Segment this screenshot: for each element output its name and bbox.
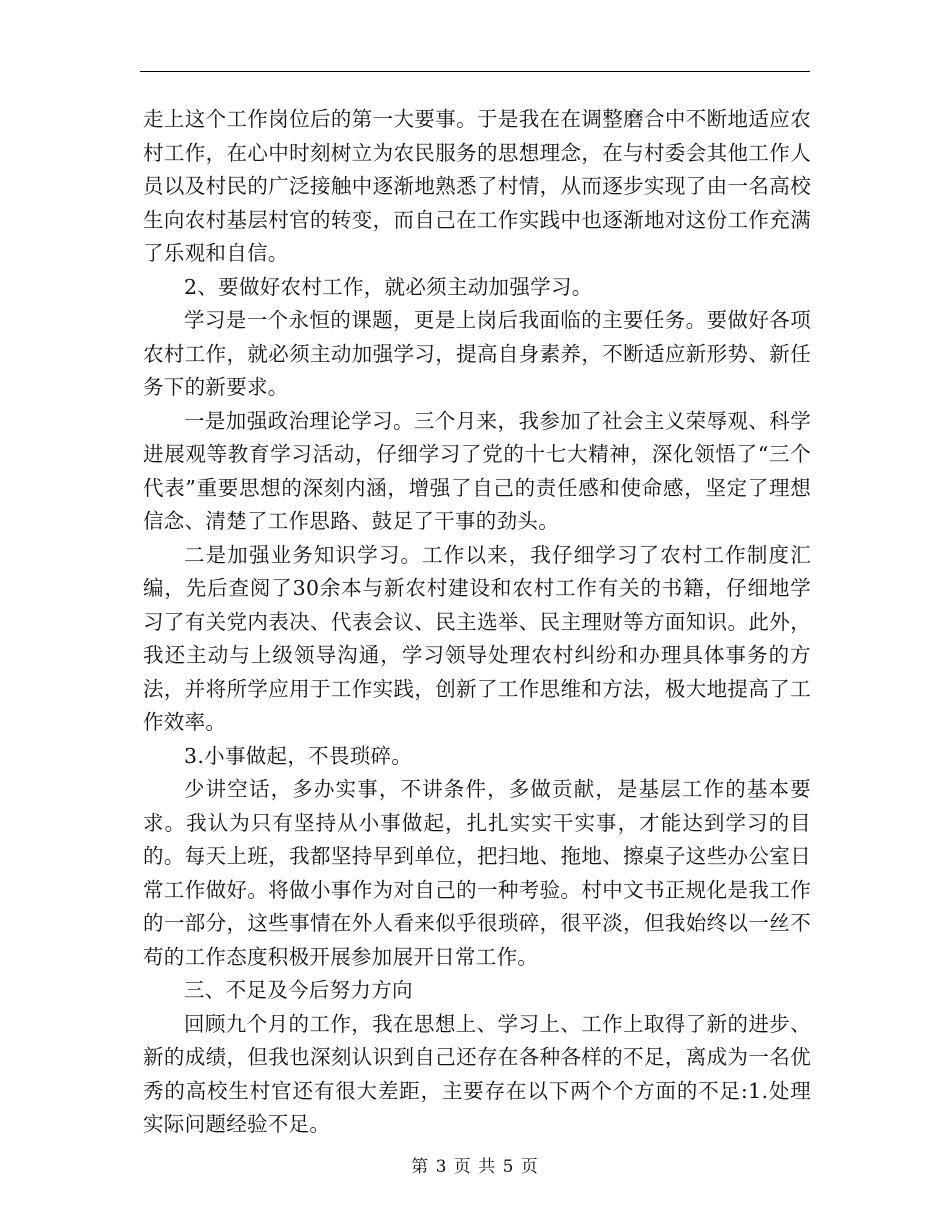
- heading-3-small-things: 3.小事做起，不畏琐碎。: [184, 743, 413, 768]
- paragraph-5: 二是加强业务知识学习。工作以来，我仔细学习了农村工作制度汇编，先后查阅了30余本与新农村建设和农村工作有关的书籍，仔细地学习了有关党内表决、代表会议、民主选举、民主理财等方面知识。此外，我还主动与上级领导沟通，学习领导处理农村纠纷和办理具体事务的方法，并将所学应用于工作实践，创新了工作思维和方法，极大地提高了工作效率。: [143, 542, 811, 734]
- paragraph-1: 走上这个工作岗位后的第一大要事。于是我在在调整磨合中不断地适应农村工作，在心中时刻树立为农民服务的思想理念，在与村委会其他工作人员以及村民的广泛接触中逐渐地熟悉了村情，从而逐步实现了由一名高校生向农村基层村官的转变，而自己在工作实践中也逐渐地对这份工作充满了乐观和自信。: [143, 107, 811, 265]
- paragraph-4: 一是加强政治理论学习。三个月来，我参加了社会主义荣辱观、科学进展观等教育学习活动，仔细学习了党的十七大精神，深化领悟了“三个代表”重要思想的深刻内涵，增强了自己的责任感和使命感，坚定了理想信念、清楚了工作思路、鼓足了干事的劲头。: [143, 408, 811, 533]
- page-number-footer: 第 3 页 共 5 页: [411, 1157, 539, 1177]
- heading-2-study: 2、要做好农村工作，就必须主动加强学习。: [184, 274, 593, 299]
- paragraph-7: 少讲空话，多办实事，不讲条件，多做贡献，是基层工作的基本要求。我认为只有坚持从小事做起，扎扎实实干实事，才能达到学习的目的。每天上班，我都坚持早到单位，把扫地、拖地、擦桌子这些办公室日常工作做好。将做小事作为对自己的一种考验。村中文书正规化是我工作的一部分，这些事情在外人看来似乎很琐碎，很平淡，但我始终以一丝不苟的工作态度积极开展参加展开日常工作。: [143, 777, 811, 969]
- paragraph-3: 学习是一个永恒的课题，更是上岗后我面临的主要任务。要做好各项农村工作，就必须主动加强学习，提高自身素养，不断适应新形势、新任务下的新要求。: [143, 308, 811, 399]
- body-text: [143, 103, 811, 1142]
- heading-shortcomings: 三、不足及今后努力方向: [184, 978, 413, 1002]
- header-rule: [140, 71, 810, 72]
- paragraph-9: 回顾九个月的工作，我在思想上、学习上、工作上取得了新的进步、新的成绩，但我也深刻认识到自己还存在各种各样的不足，离成为一名优秀的高校生村官还有很大差距，主要存在以下两个个方面的不足:1.处理实际问题经验不足。: [143, 1011, 811, 1136]
